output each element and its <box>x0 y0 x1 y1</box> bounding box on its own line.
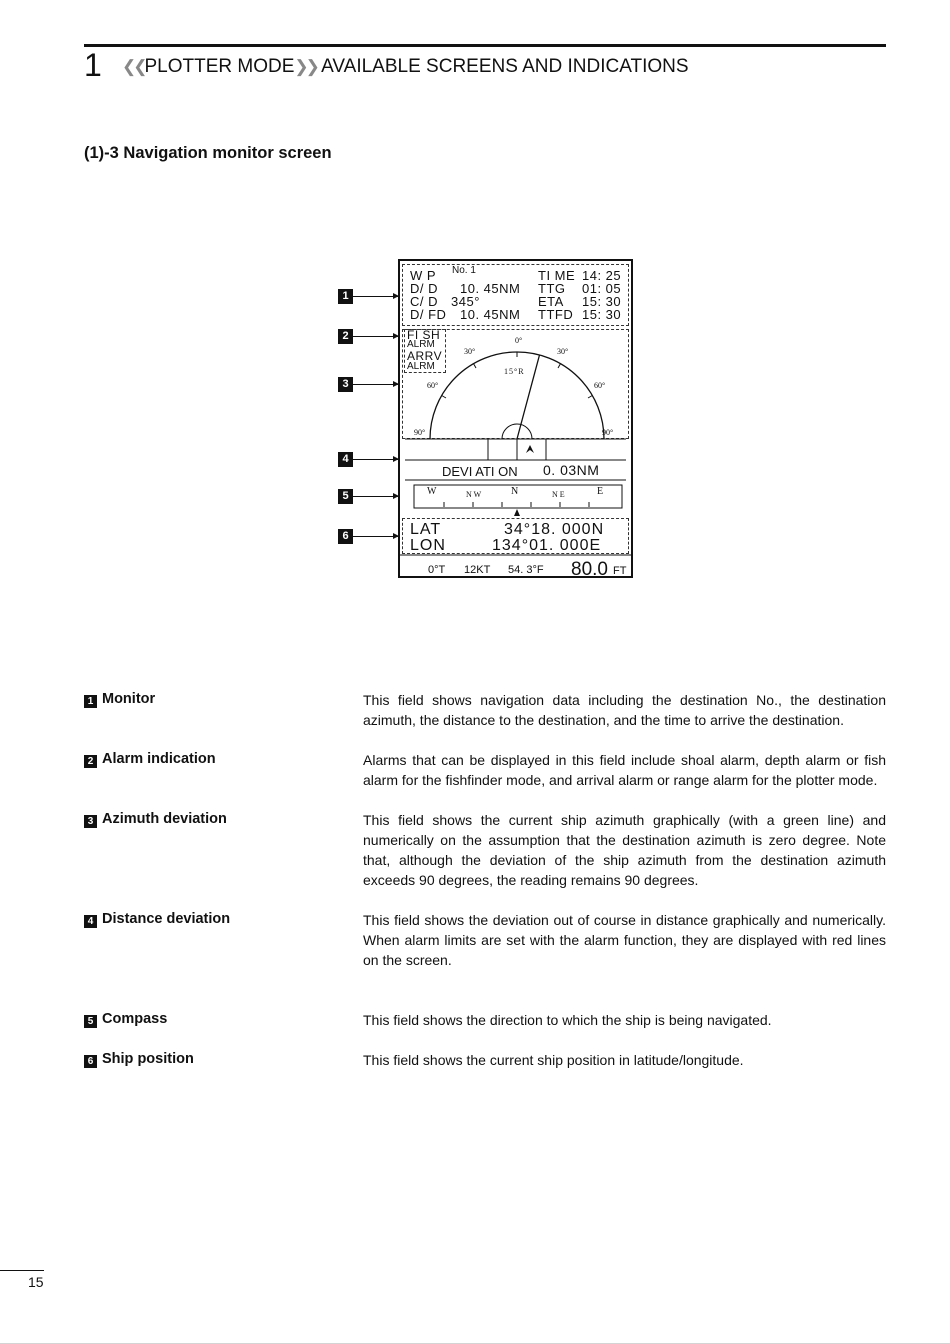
callout-arrow-6 <box>353 536 398 537</box>
description-label: Azimuth deviation <box>102 811 227 827</box>
description-text: Alarms that can be displayed in this field include shoal alarm, depth alarm or fish alarm for the fishfinder mode, and arrival alarm or range alarm for the plotter mode. <box>363 752 886 788</box>
lat-label: LAT <box>410 521 442 538</box>
chapter-number: 1 <box>84 47 102 83</box>
callout-6: 6 <box>338 529 353 544</box>
dfd-value: 10. 45NM <box>460 307 521 322</box>
description-label: Distance deviation <box>102 911 231 927</box>
cd-label: C/ D <box>410 294 438 309</box>
depth-unit: FT <box>613 565 627 577</box>
header-rule <box>84 44 886 47</box>
deviation-value: 0. 03NM <box>543 462 600 478</box>
compass-w: W <box>427 486 437 497</box>
item-number-4: 4 <box>84 915 97 928</box>
wp-number: No. 1 <box>452 265 476 276</box>
ttg-label: TTG <box>538 281 566 296</box>
lon-label: LON <box>410 537 446 554</box>
cd-value: 345° <box>451 294 480 309</box>
chapter-title <box>122 54 689 80</box>
azimuth-60-left: 60° <box>427 381 439 390</box>
dd-value: 10. 45NM <box>460 281 521 296</box>
heading-value: 0°T <box>428 564 446 576</box>
chevron-right-icon: ❯❯ <box>294 57 317 76</box>
item-number-5: 5 <box>84 1015 97 1028</box>
compass-n: N <box>511 486 519 497</box>
alarm-arrv: ARRV <box>407 349 443 363</box>
item-number-1: 1 <box>84 695 97 708</box>
callout-arrow-1 <box>353 296 398 297</box>
azimuth-30-left: 30° <box>464 347 476 356</box>
description-text: This field shows the direction to which the ship is being navigated. <box>363 1012 772 1028</box>
description-label: Compass <box>102 1011 168 1027</box>
ttfd-label: TTFD <box>538 307 574 322</box>
azimuth-90-right: 90° <box>602 428 614 437</box>
page-number: 15 <box>28 1274 44 1290</box>
callout-5: 5 <box>338 489 353 504</box>
wp-label: W P <box>410 268 437 283</box>
description-text: This field shows navigation data including the destination No., the destination azimuth, the distance to the destination, and the time to arrive the destination. <box>363 692 886 728</box>
alarm-fish: FI SH <box>407 328 441 342</box>
description-text: This field shows the current ship position in latitude/longitude. <box>363 1052 744 1068</box>
section-title: (1)-3 Navigation monitor screen <box>84 144 332 162</box>
callout-arrow-3 <box>353 384 398 385</box>
heading-pointer-icon <box>514 509 520 516</box>
deviation-label: DEVI ATI ON <box>442 464 518 479</box>
lat-value: 34°18. 000N <box>504 521 605 538</box>
eta-value: 15: 30 <box>582 294 622 309</box>
ttfd-value: 15: 30 <box>582 307 622 322</box>
ttg-value: 01: 05 <box>582 281 622 296</box>
description-label: Ship position <box>102 1051 194 1067</box>
speed-value: 12KT <box>464 564 491 576</box>
alarm-alrm-1: ALRM <box>407 339 435 350</box>
item-number-2: 2 <box>84 755 97 768</box>
lon-value: 134°01. 000E <box>492 537 602 554</box>
temperature-value: 54. 3°F <box>508 564 544 576</box>
azimuth-60-right: 60° <box>594 381 606 390</box>
item-number-6: 6 <box>84 1055 97 1068</box>
azimuth-0: 0° <box>515 336 523 345</box>
navigation-monitor-screen <box>398 259 633 578</box>
time-value: 14: 25 <box>582 268 622 283</box>
callout-3: 3 <box>338 377 353 392</box>
dd-label: D/ D <box>410 281 438 296</box>
alarm-alrm-2: ALRM <box>407 361 435 372</box>
callout-2: 2 <box>338 329 353 344</box>
callout-4: 4 <box>338 452 353 467</box>
time-label: TI ME <box>538 268 576 283</box>
azimuth-reading: 15°R <box>504 367 525 376</box>
eta-label: ETA <box>538 294 564 309</box>
azimuth-30-right: 30° <box>557 347 569 356</box>
chevron-left-icon: ❮❮ <box>122 57 145 76</box>
dfd-label: D/ FD <box>410 307 447 322</box>
mode-label: PLOTTER MODE <box>144 56 295 77</box>
compass-e: E <box>597 486 604 497</box>
callout-arrow-4 <box>353 459 398 460</box>
compass-nw: N W <box>466 490 482 499</box>
depth-value: 80.0 <box>571 559 608 580</box>
ship-arrow-icon <box>526 445 534 453</box>
description-label: Alarm indication <box>102 751 216 767</box>
compass-ne: N E <box>552 490 565 499</box>
description-text: This field shows the deviation out of course in distance graphically and numerically. When alarm limits are set with the alarm function, they are displayed with red lines on the screen. <box>363 912 886 968</box>
description-label: Monitor <box>102 691 156 707</box>
page-number-rule <box>0 1270 44 1271</box>
description-text: This field shows the current ship azimuth graphically (with a green line) and numerically on the assumption that the destination azimuth is zero degree. Note that, although the deviation of the ship azimuth from the destination azimuth exceeds 90 degrees, the reading remains 90 degrees. <box>363 812 886 888</box>
item-number-3: 3 <box>84 815 97 828</box>
azimuth-90-left: 90° <box>414 428 426 437</box>
callout-arrow-5 <box>353 496 398 497</box>
callout-1: 1 <box>338 289 353 304</box>
callout-arrow-2 <box>353 336 398 337</box>
chapter-title-text: AVAILABLE SCREENS AND INDICATIONS <box>321 56 689 77</box>
